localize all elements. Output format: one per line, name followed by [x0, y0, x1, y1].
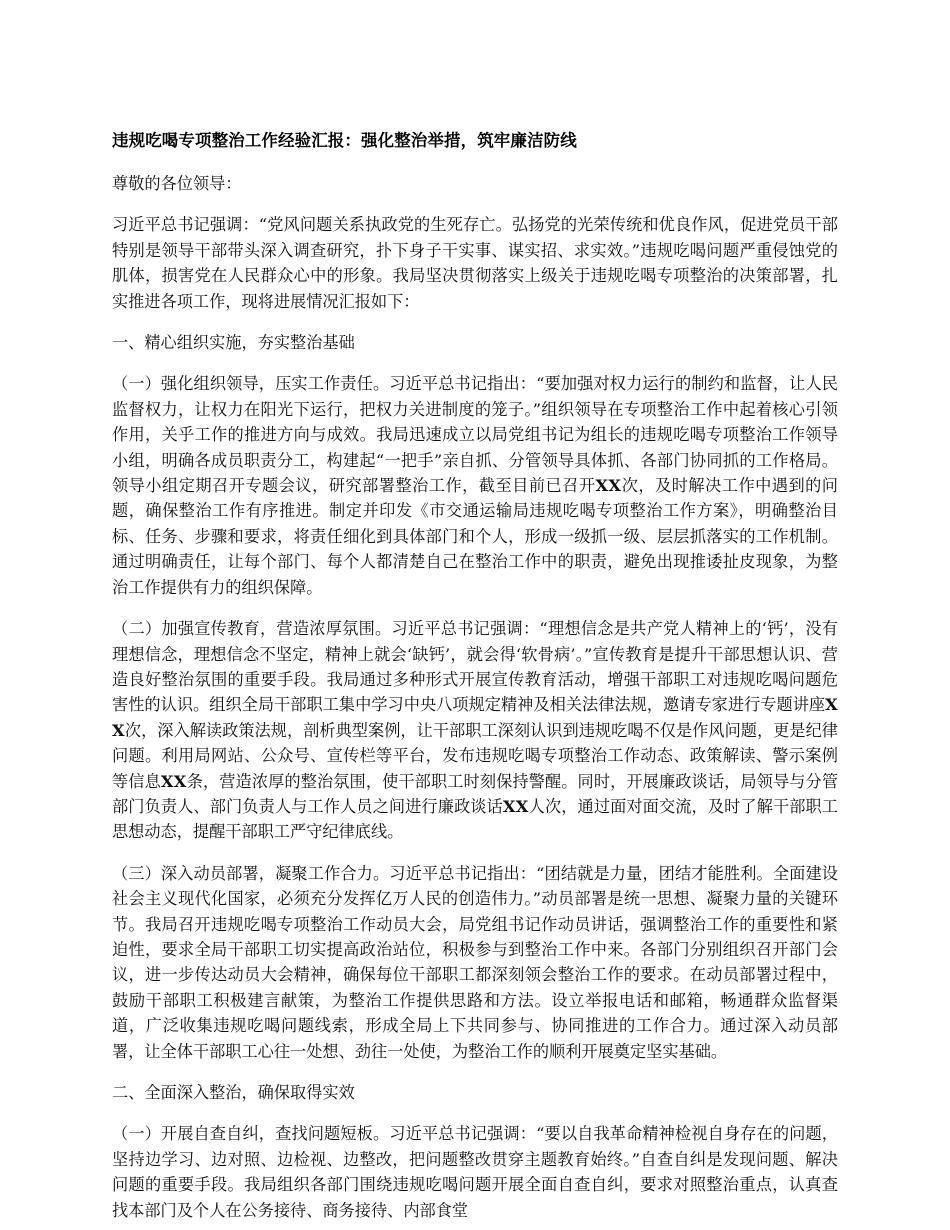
placeholder-count: XX: [160, 771, 187, 791]
document-body: [112, 212, 838, 1223]
section-heading: 一、精心组织实施，夯实整治基础: [112, 333, 355, 353]
body-paragraph: （一）开展自查自纠，查找问题短板。习近平总书记强调：“要以自我革命精神检视自身存在的问题，坚持边学习、边对照、边检视、边整改，把问题整改贯穿主题教育始终。”自查自纠是发现问题、解决问题的重要手段。我局组织各部门围绕违规吃喝问题开展全面自查自纠，要求对照整治重点，认真查找本部门及个人在公务接待、商务接待、内部食堂: [112, 1124, 838, 1220]
body-paragraph: （三）深入动员部署，凝聚工作合力。习近平总书记指出：“团结就是力量，团结才能胜利。全面建设社会主义现代化国家，必须充分发挥亿万人民的创造伟力。”动员部署是统一思想、凝聚力量的关键环节。我局召开违规吃喝专项整治工作动员大会，局党组书记作动员讲话，强调整治工作的重要性和紧迫性，要求全局干部职工切实提高政治站位，积极参与到整治工作中来。各部门分别组织召开部门会议，进一步传达动员大会精神，确保每位干部职工都深刻领会整治工作的要求。在动员部署过程中，鼓励干部职工积极建言献策，为整治工作提供思路和方法。设立举报电话和邮箱，畅通群众监督渠道，广泛收集违规吃喝问题线索，形成全局上下共同参与、协同推进的工作合力。通过深入动员部署，让全体干部职工心往一处想、劲往一处使，为整治工作的顺利开展奠定坚实基础。: [112, 863, 838, 1061]
page-title: 违规吃喝专项整治工作经验汇报：强化整治举措，筑牢廉洁防线: [112, 132, 577, 150]
placeholder-count: XX: [595, 476, 622, 496]
body-paragraph: （二）加强宣传教育，营造浓厚氛围。习近平总书记强调：“理想信念是共产党人精神上的‘钙’，没有理想信念，理想信念不坚定，精神上就会‘缺钙’，就会得‘软骨病’。”宣传教育是提升干部思想认识、营造良好整治氛围的重要手段。我局通过多种形式开展宣传教育活动，增强干部职工对违规吃喝问题危害性的认识。组织全局干部职工集中学习中央八项规定精神及相关法律法规，邀请专家进行专题讲座XX次，深入解读政策法规，剖析典型案例，让干部职工深刻认识到违规吃喝不仅是作风问题，更是纪律问题。利用局网站、公众号、宣传栏等平台，发布违规吃喝专项整治工作动态、政策解读、警示案例等信息XX条，营造浓厚的整治氛围，使干部职工时刻保持警醒。同时，开展廉政谈话，局领导与分管部门负责人、部门负责人与工作人员之间进行廉政谈话XX人次，通过面对面交流，及时了解干部职工思想动态，提醒干部职工严守纪律底线。: [112, 619, 839, 842]
body-paragraph: 习近平总书记强调：“党风问题关系执政党的生死存亡。弘扬党的光荣传统和优良作风，促进党员干部特别是领导干部带头深入调查研究，扑下身子干实事、谋实招、求实效。”违规吃喝问题严重侵蚀党的肌体，损害党在人民群众心中的形象。我局坚决贯彻落实上级关于违规吃喝专项整治的决策部署，扎实推进各项工作，现将进展情况汇报如下：: [112, 215, 838, 311]
section-heading: 二、全面深入整治，确保取得实效: [112, 1083, 355, 1102]
placeholder-count: XX: [502, 796, 529, 816]
salutation: 尊敬的各位领导：: [112, 174, 242, 193]
placeholder-count: XX: [112, 695, 838, 740]
body-paragraph: （一）强化组织领导，压实工作责任。习近平总书记指出：“要加强对权力运行的制约和监督，让人民监督权力，让权力在阳光下运行，把权力关进制度的笼子。”组织领导在专项整治工作中起着核心引领作用，关乎工作的推进方向与成效。我局迅速成立以局党组书记为组长的违规吃喝专项整治工作领导小组，明确各成员职责分工，构建起“一把手”亲自抓、分管领导具体抓、各部门协同抓的工作格局。领导小组定期召开专题会议，研究部署整治工作，截至目前已召开XX次，及时解决工作中遇到的问题，确保整治工作有序推进。制定并印发《市交通运输局违规吃喝专项整治工作方案》，明确整治目标、任务、步骤和要求，将责任细化到具体部门和个人，形成一级抓一级、层层抓落实的工作机制。通过明确责任，让每个部门、每个人都清楚自己在整治工作中的职责，避免出现推诿扯皮现象，为整治工作提供有力的组织保障。: [112, 374, 838, 597]
